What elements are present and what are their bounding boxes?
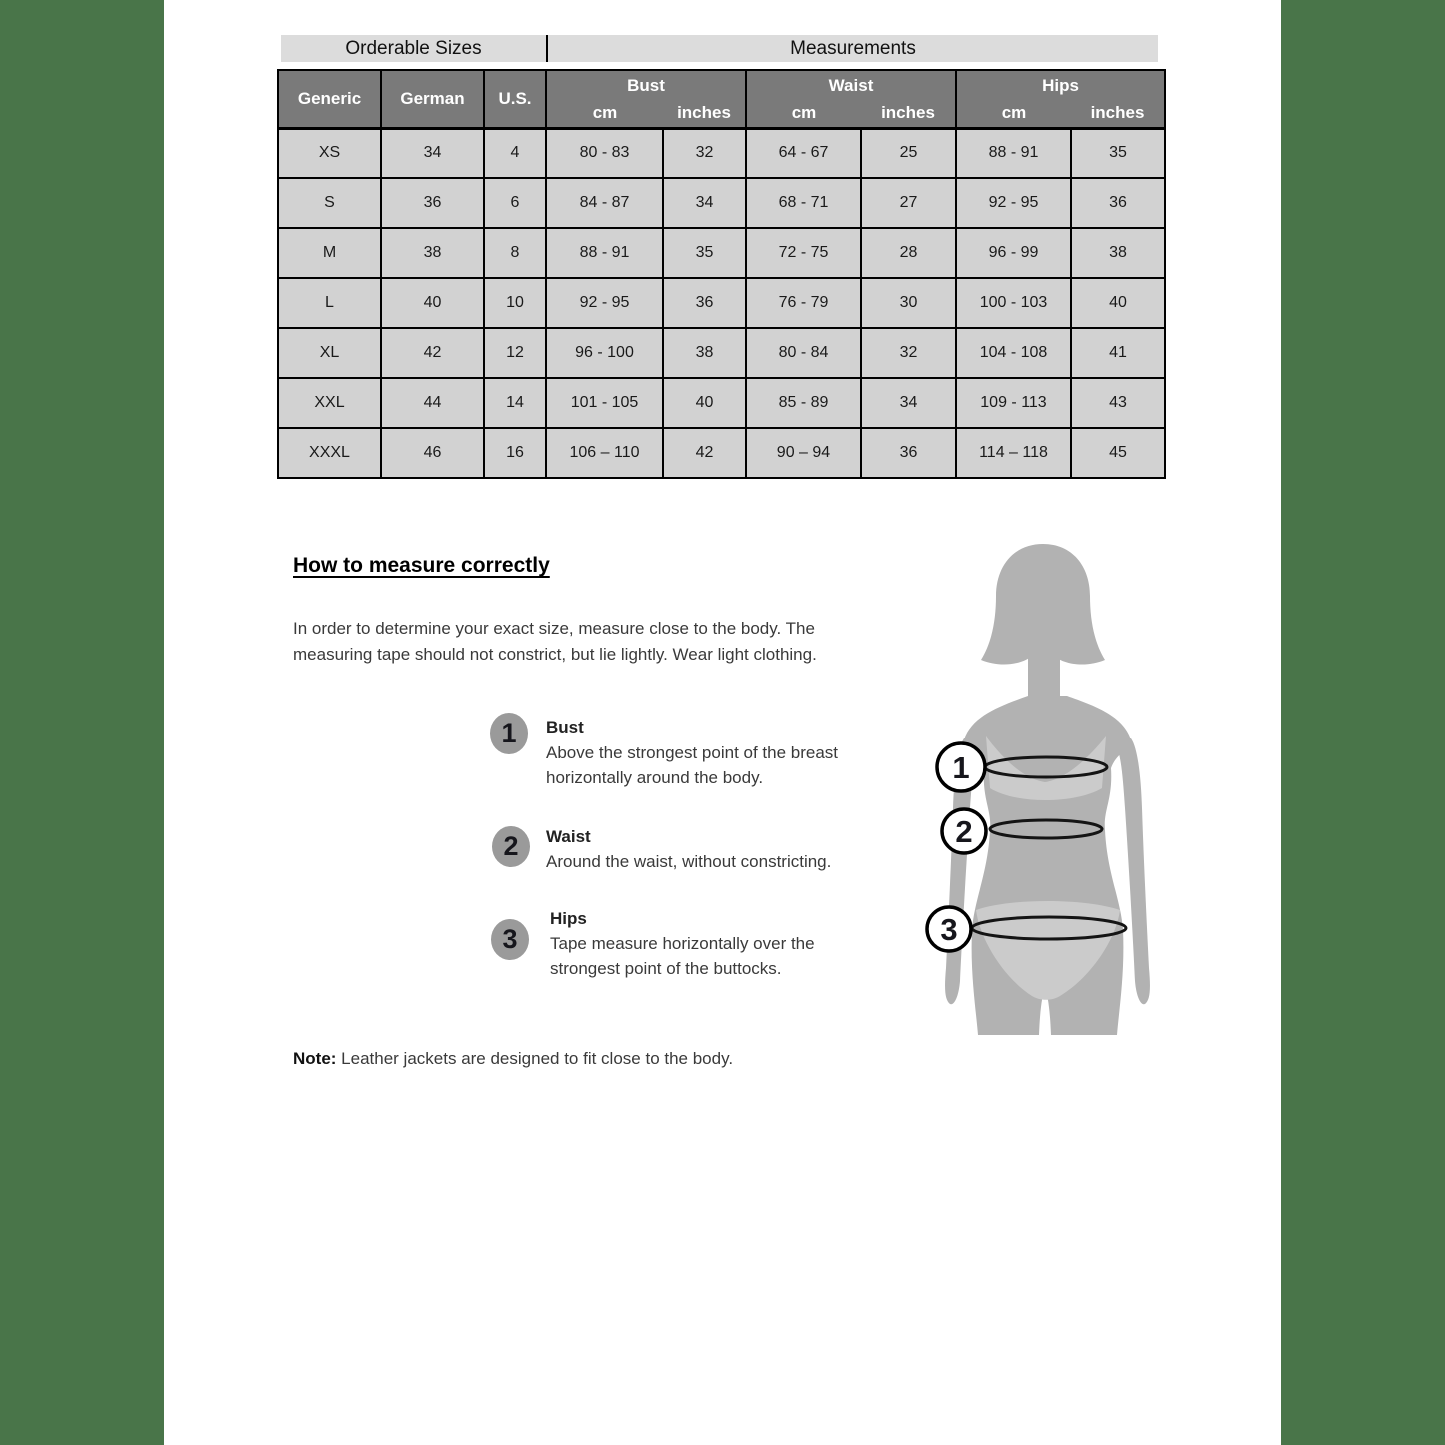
bust-description: Above the strongest point of the breast horizontally around the body.: [546, 743, 839, 787]
cell-waist-inches: 25: [861, 128, 956, 178]
cell-german: 34: [381, 128, 484, 178]
measurement-figure: [920, 538, 1230, 1038]
size-table-body: [278, 128, 1165, 478]
cell-hips-inches: 40: [1071, 278, 1165, 328]
subheader-hips-inches: inches: [1071, 100, 1165, 128]
cell-hips-cm: 88 - 91: [956, 128, 1071, 178]
cell-bust-cm: 84 - 87: [546, 178, 663, 228]
cell-hips-inches: 43: [1071, 378, 1165, 428]
document-page: [164, 0, 1281, 1445]
table-row: [278, 328, 1165, 378]
cell-waist-inches: 27: [861, 178, 956, 228]
cell-waist-cm: 90 – 94: [746, 428, 861, 478]
cell-bust-inches: 32: [663, 128, 746, 178]
col-header-german: German: [381, 70, 484, 128]
figure-marker-3-label: 3: [940, 912, 958, 947]
col-group-bust: Bust: [546, 70, 746, 100]
col-group-hips: Hips: [956, 70, 1165, 100]
cell-waist-inches: 34: [861, 378, 956, 428]
col-header-generic: Generic: [278, 70, 381, 128]
figure-marker-2-label: 2: [955, 814, 973, 849]
cell-hips-cm: 96 - 99: [956, 228, 1071, 278]
cell-waist-cm: 64 - 67: [746, 128, 861, 178]
cell-us: 14: [484, 378, 546, 428]
step-3-badge: 3: [491, 919, 529, 960]
section-heading: How to measure correctly: [293, 554, 550, 577]
cell-us: 16: [484, 428, 546, 478]
note: [293, 1049, 733, 1069]
cell-waist-inches: 32: [861, 328, 956, 378]
cell-hips-cm: 92 - 95: [956, 178, 1071, 228]
cell-bust-cm: 80 - 83: [546, 128, 663, 178]
cell-hips-cm: 109 - 113: [956, 378, 1071, 428]
cell-bust-inches: 34: [663, 178, 746, 228]
cell-generic: XL: [278, 328, 381, 378]
cell-generic: L: [278, 278, 381, 328]
cell-hips-cm: 114 – 118: [956, 428, 1071, 478]
cell-bust-inches: 38: [663, 328, 746, 378]
cell-bust-inches: 35: [663, 228, 746, 278]
cell-hips-inches: 38: [1071, 228, 1165, 278]
cell-hips-inches: 36: [1071, 178, 1165, 228]
cell-german: 40: [381, 278, 484, 328]
subheader-waist-inches: inches: [861, 100, 956, 128]
table-row: [278, 228, 1165, 278]
bust-title: Bust: [546, 718, 584, 737]
cell-bust-inches: 40: [663, 378, 746, 428]
intro-paragraph: In order to determine your exact size, measure close to the body. The measuring tape should not constrict, but lie lightly. Wear light clothing.: [293, 619, 817, 664]
table-row: [278, 128, 1165, 178]
cell-hips-inches: 45: [1071, 428, 1165, 478]
cell-us: 4: [484, 128, 546, 178]
table-top-header: [281, 35, 1158, 62]
subheader-bust-cm: cm: [546, 100, 663, 128]
cell-german: 46: [381, 428, 484, 478]
cell-bust-cm: 96 - 100: [546, 328, 663, 378]
table-row: [278, 428, 1165, 478]
step-2-badge: 2: [492, 826, 530, 867]
cell-waist-cm: 85 - 89: [746, 378, 861, 428]
cell-waist-cm: 68 - 71: [746, 178, 861, 228]
cell-hips-cm: 104 - 108: [956, 328, 1071, 378]
cell-waist-cm: 76 - 79: [746, 278, 861, 328]
measure-item-bust-text: [546, 718, 891, 790]
cell-us: 12: [484, 328, 546, 378]
cell-bust-inches: 42: [663, 428, 746, 478]
size-chart-table: [277, 69, 1166, 479]
measurements-header: Measurements: [790, 37, 916, 59]
cell-us: 8: [484, 228, 546, 278]
cell-generic: XXL: [278, 378, 381, 428]
cell-waist-cm: 80 - 84: [746, 328, 861, 378]
waist-title: Waist: [546, 827, 591, 846]
cell-bust-cm: 101 - 105: [546, 378, 663, 428]
cell-waist-inches: 28: [861, 228, 956, 278]
cell-german: 42: [381, 328, 484, 378]
step-1-badge: 1: [490, 713, 528, 754]
female-silhouette-diagram: [920, 538, 1230, 1038]
cell-us: 6: [484, 178, 546, 228]
measure-item-hips-text: [550, 909, 895, 981]
cell-waist-inches: 30: [861, 278, 956, 328]
orderable-sizes-header: Orderable Sizes: [281, 35, 548, 62]
cell-german: 44: [381, 378, 484, 428]
note-label: Note:: [293, 1049, 337, 1068]
cell-bust-cm: 88 - 91: [546, 228, 663, 278]
cell-bust-cm: 92 - 95: [546, 278, 663, 328]
cell-hips-inches: 41: [1071, 328, 1165, 378]
table-row: [278, 278, 1165, 328]
hips-description: Tape measure horizontally over the strongest point of the buttocks.: [550, 934, 815, 978]
cell-german: 36: [381, 178, 484, 228]
silhouette-head-hair: [981, 544, 1105, 665]
table-row: [278, 378, 1165, 428]
cell-generic: M: [278, 228, 381, 278]
cell-waist-cm: 72 - 75: [746, 228, 861, 278]
cell-german: 38: [381, 228, 484, 278]
cell-generic: S: [278, 178, 381, 228]
cell-waist-inches: 36: [861, 428, 956, 478]
hips-title: Hips: [550, 909, 587, 928]
cell-generic: XS: [278, 128, 381, 178]
cell-us: 10: [484, 278, 546, 328]
waist-description: Around the waist, without constricting.: [546, 852, 832, 871]
figure-marker-1-label: 1: [952, 750, 970, 785]
subheader-hips-cm: cm: [956, 100, 1071, 128]
col-group-waist: Waist: [746, 70, 956, 100]
cell-hips-inches: 35: [1071, 128, 1165, 178]
cell-bust-inches: 36: [663, 278, 746, 328]
cell-generic: XXXL: [278, 428, 381, 478]
table-row: [278, 178, 1165, 228]
subheader-bust-inches: inches: [663, 100, 746, 128]
note-text: Leather jackets are designed to fit close to the body.: [336, 1049, 734, 1068]
cell-hips-cm: 100 - 103: [956, 278, 1071, 328]
measure-item-waist-text: [546, 827, 891, 874]
cell-bust-cm: 106 – 110: [546, 428, 663, 478]
subheader-waist-cm: cm: [746, 100, 861, 128]
col-header-us: U.S.: [484, 70, 546, 128]
